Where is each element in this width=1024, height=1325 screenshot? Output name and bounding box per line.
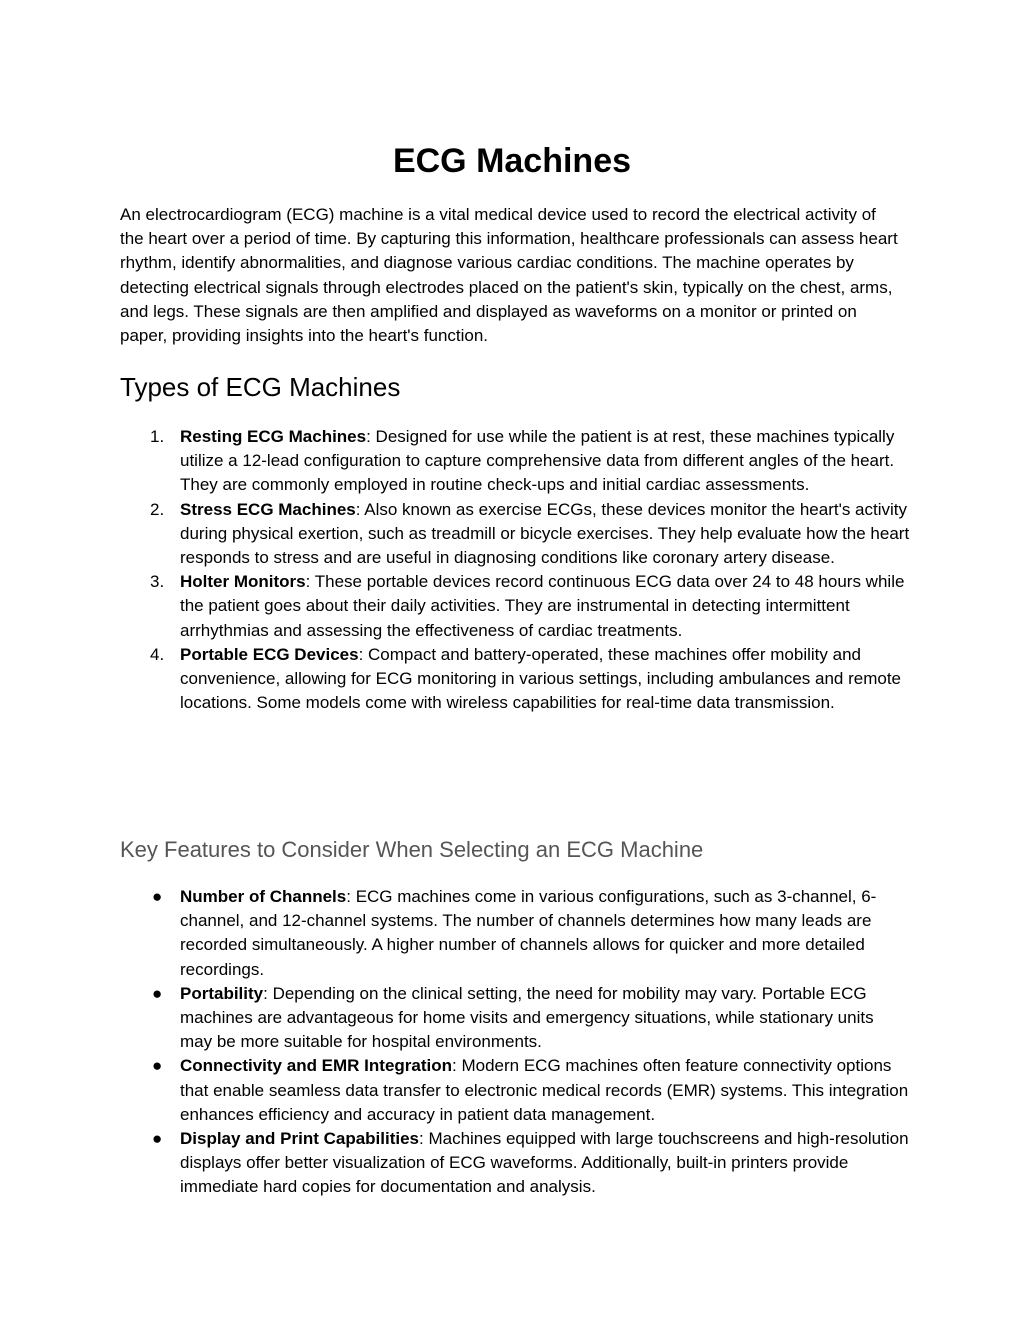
features-list [120,885,910,1200]
list-marker: 1. [150,427,165,446]
intro-paragraph: An electrocardiogram (ECG) machine is a vital medical device used to record the electrical activity of the heart over a period of time. By capturing this information, healthcare professionals can assess heart rhythm, identify abnormalities, and diagnose various cardiac conditions. The machine operates by detecting electrical signals through electrodes placed on the patient's skin, typically on the chest, arms, and legs. These signals are then amplified and displayed as waveforms on a monitor or printed on paper, providing insights into the heart's function. [120,205,898,346]
list-item [150,643,910,716]
list-item [152,1127,910,1200]
page-title: ECG Machines [392,142,632,180]
list-item [152,1054,910,1127]
list-item-term: Connectivity and EMR Integration [180,1056,453,1076]
list-item-text: : Modern ECG machines often feature connectivity options that enable seamless data transfer to electronic medical records (EMR) systems. This integration enhances efficiency and accuracy in patient data management. [180,1056,909,1124]
list-item-text: : ECG machines come in various configurations, such as 3-channel, 6-channel, and 12-channel systems. The number of channels determines how many leads are recorded simultaneously. A higher number of channels allows for quicker and more detailed recordings. [180,887,877,979]
list-item-text: : Depending on the clinical setting, the need for mobility may vary. Portable ECG machines are advantageous for home visits and emergency situations, while stationary units may be more suitable for hospital environments. [180,983,874,1052]
bullet-icon: ● [152,1129,163,1149]
bullet-icon: ● [152,1056,163,1076]
list-item-text: : These portable devices record continuous ECG data over 24 to 48 hours while the patient goes about their daily activities. They are instrumental in detecting intermittent arrhythmias and assessing the effectiveness of cardiac treatments. [180,572,905,640]
list-item-term: Portable ECG Devices [180,644,359,664]
list-item-text: : Also known as exercise ECGs, these devices monitor the heart's activity during physical exertion, such as treadmill or bicycle exercises. They help evaluate how the heart responds to stress and are useful in diagnosing conditions like coronary artery disease. [180,499,910,568]
types-list [120,425,910,715]
list-marker: 2. [150,499,165,519]
list-item [150,498,910,571]
list-marker: 3. [150,572,165,592]
list-item [152,982,910,1055]
list-item-term: Number of Channels [180,887,347,906]
list-item-text: : Compact and battery-operated, these machines offer mobility and convenience, allowing for ECG monitoring in various settings, including ambulances and remote locations. Some models come with wireless capabilities for real-time data transmission. [180,644,901,713]
list-item [152,885,910,982]
list-item-term: Holter Monitors [180,572,306,592]
list-item-term: Display and Print Capabilities [180,1129,420,1149]
bullet-icon: ● [152,887,163,906]
list-item-term: Portability [180,983,264,1003]
list-item-term: Resting ECG Machines [180,427,367,446]
list-item-text: : Machines equipped with large touchscreens and high-resolution displays offer better visualization of ECG waveforms. Additionally, built-in printers provide immediate hard copies for documentation and analysis. [180,1129,909,1197]
list-item [150,570,910,643]
list-item-term: Stress ECG Machines [180,499,356,519]
bullet-icon: ● [152,983,163,1003]
list-item-text: : Designed for use while the patient is at rest, these machines typically utilize a 12-lead configuration to capture comprehensive data from different angles of the heart. They are commonly employed in routine check-ups and initial cardiac assessments. [180,427,895,495]
features-heading: Key Features to Consider When Selecting an ECG Machine [120,837,704,862]
list-item [150,425,910,498]
list-marker: 4. [150,644,165,664]
types-heading: Types of ECG Machines [120,372,401,402]
